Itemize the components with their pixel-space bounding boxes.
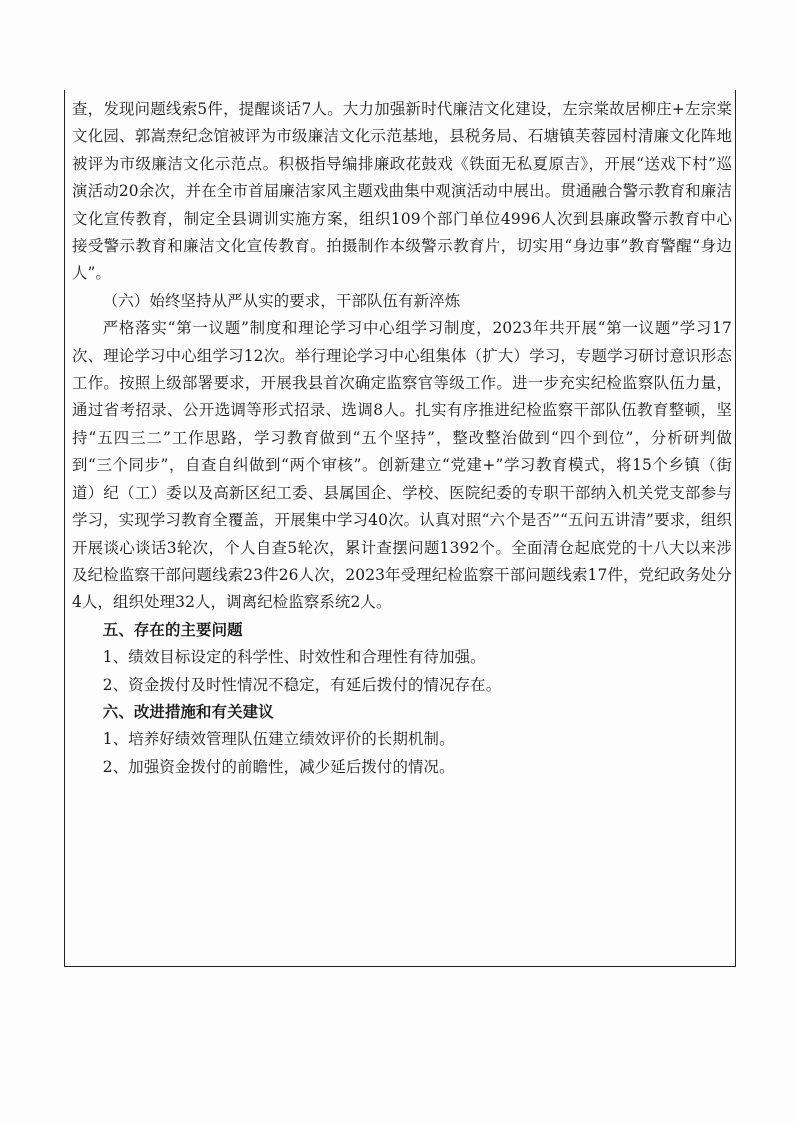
problem-item-1: 1、绩效目标设定的科学性、时效性和合理性有待加强。 (102, 648, 486, 667)
measure-item-2: 2、加强资金拨付的前瞻性，减少延后拨付的情况。 (102, 757, 455, 776)
measure-item-1: 1、培养好绩效管理队伍建立绩效评价的长期机制。 (102, 730, 455, 749)
section-heading-measures: 六、改进措施和有关建议 (102, 702, 274, 721)
paragraph-body: 严格落实“第一议题”制度和理论学习中心组学习制度，2023年共开展“第一议题”学习17次、理论学习中心组学习12次。举行理论学习中心组集体（扩大）学习，专题学习研讨意识形态工作。按照上级部署要求，开展我县首次确定监察官等级工作。进一步充实纪检监察队伍力量，通过省考招录、公开选调等形式招录、选调8人。扎实有序推进纪检监察干部队伍教育整顿，坚持“五四三二”工作思路，学习教育做到“五个坚持”，整改整治做到“四个到位”，分析研判做到“三个同步”，自查自纠做到“两个审核”。创新建立“党建+”学习教育模式，将15个乡镇（街道）纪（工）委以及高新区纪工委、县属国企、学校、医院纪委的专职干部纳入机关党支部参与学习，实现学习教育全覆盖，开展集中学习40次。认真对照“六个是否”“五问五讲清”要求，组织开展谈心谈话3轮次，个人自查5轮次，累计查摆问题1392个。全面清仓起底党的十八大以来涉及纪检监察干部问题线索23件26人次，2023年受理纪检监察干部问题线索17件，党纪政务处分4人，组织处理32人，调离纪检监察系统2人。 (72, 319, 732, 612)
section-heading-problems: 五、存在的主要问题 (102, 620, 243, 639)
paragraph-continuation: 查，发现问题线索5件，提醒谈话7人。大力加强新时代廉洁文化建设，左宗棠故居柳庄+左宗棠文化园、郭嵩焘纪念馆被评为市级廉洁文化示范基地，县税务局、石塘镇芙蓉园村清廉文化阵地被评为市级廉洁文化示范点。积极指导编排廉政花鼓戏《铁面无私夏原吉》，开展“送戏下村”巡演活动20余次，并在全市首届廉洁家风主题戏曲集中观演活动中展出。贯通融合警示教育和廉洁文化宣传教育，制定全县调训实施方案，组织109个部门单位4996人次到县廉政警示教育中心接受警示教育和廉洁文化宣传教育。拍摄制作本级警示教育片，切实用“身边事”教育警醒“身边人”。 (72, 100, 732, 283)
document-body (72, 96, 732, 781)
problem-item-2: 2、资金拨付及时性情况不稳定，有延后拨付的情况存在。 (102, 675, 502, 694)
section-subheading-6: （六）始终坚持从严从实的要求，干部队伍有新淬炼 (102, 291, 461, 310)
